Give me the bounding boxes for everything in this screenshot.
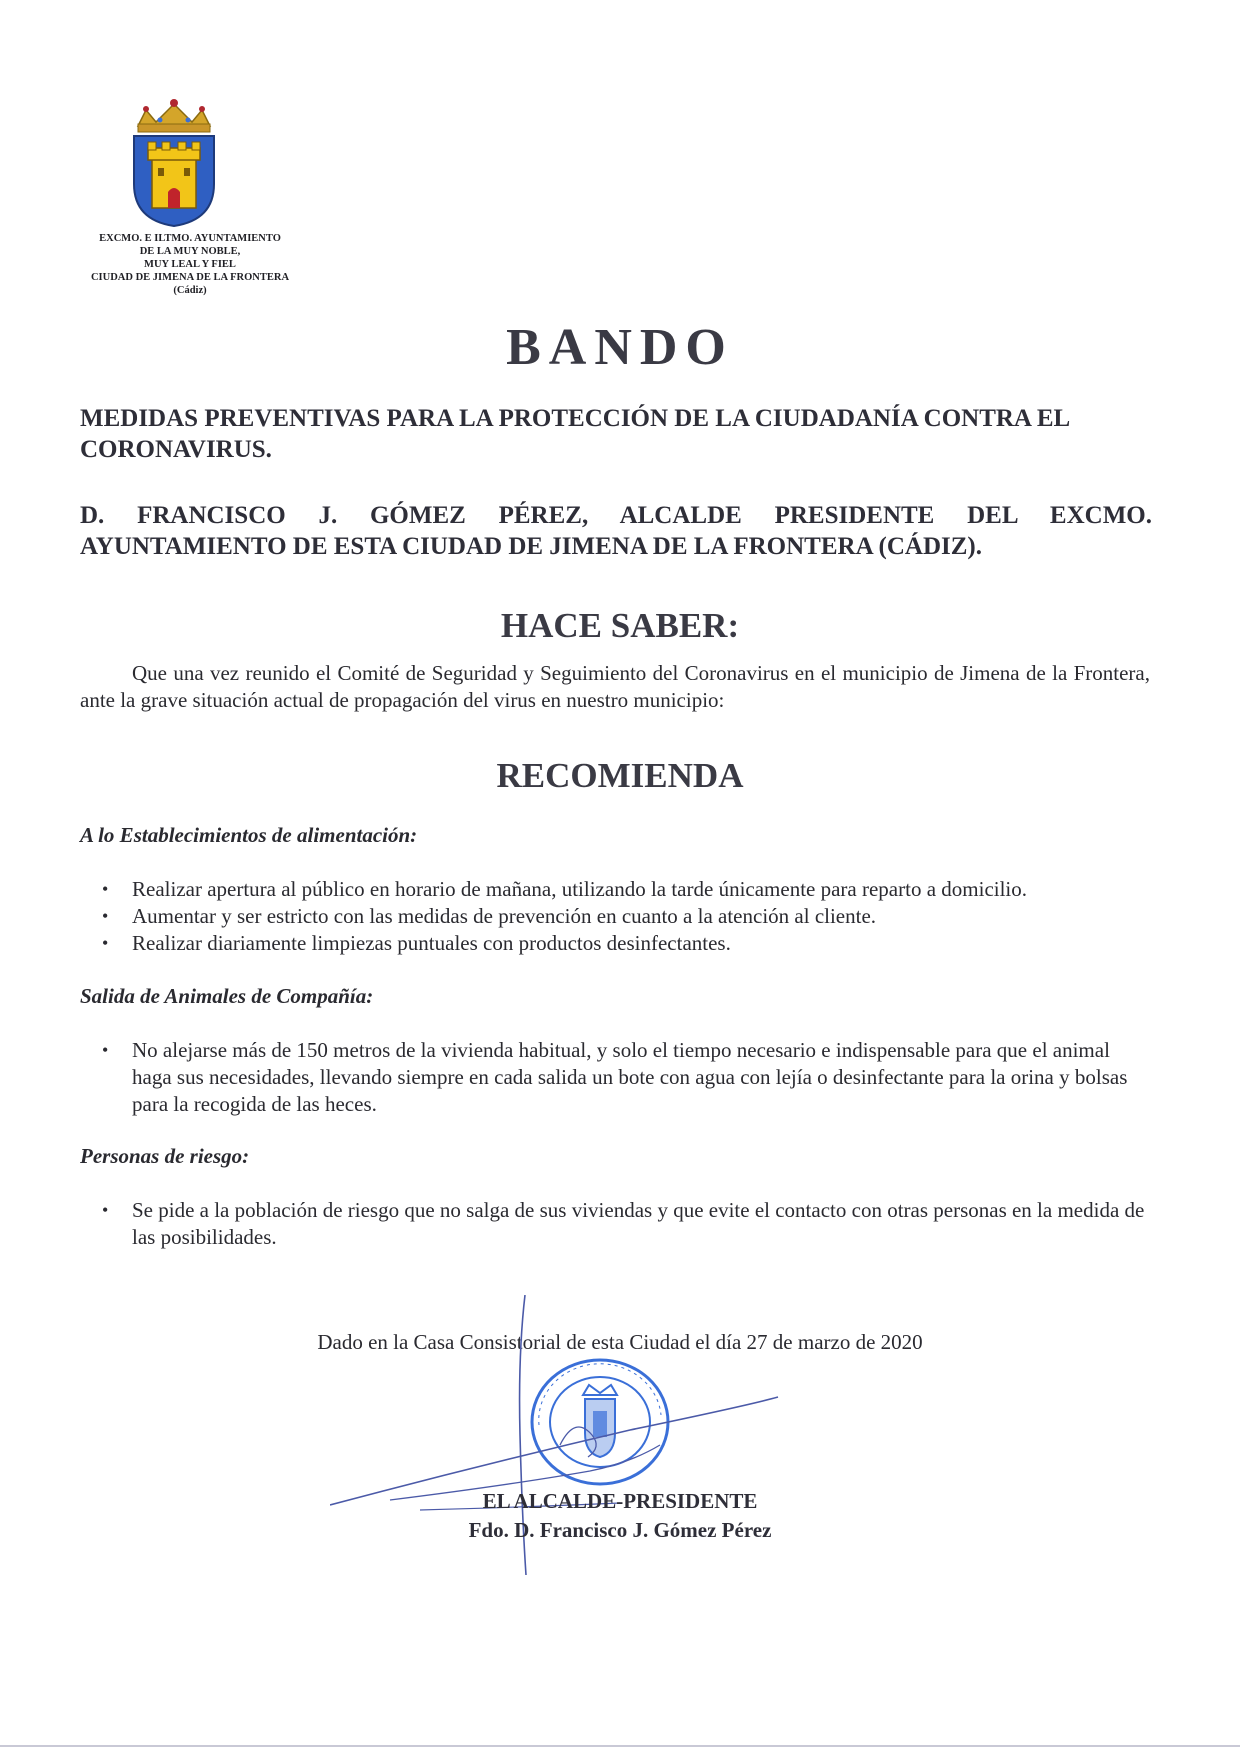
list-item-text: Realizar diariamente limpiezas puntuales con productos desinfectantes. <box>132 931 731 955</box>
list-item-text: Se pide a la población de riesgo que no salga de sus viviendas y que evite el contacto con otras personas en la medida de las posibilidades. <box>132 1198 1145 1249</box>
date-place-line: Dado en la Casa Consistorial de esta Ciudad el día 27 de marzo de 2020 <box>317 1330 923 1354</box>
recomienda-heading: RECOMIENDA <box>496 756 744 795</box>
section-title-food-shops: A lo Establecimientos de alimentación: <box>80 823 418 847</box>
risk-people-list <box>102 1197 1152 1251</box>
issuer-statement <box>80 500 1152 562</box>
council-line-3: MUY LEAL Y FIEL <box>144 259 236 270</box>
list-item <box>102 930 1152 957</box>
bullet-icon: • <box>102 906 109 926</box>
food-shops-list <box>102 876 1152 957</box>
council-line-2: DE LA MUY NOBLE, <box>139 246 241 257</box>
council-line-4: CIUDAD DE JIMENA DE LA FRONTERA <box>90 272 290 283</box>
council-line-1: EXCMO. E ILTMO. AYUNTAMIENTO <box>99 233 281 244</box>
page-edge-line <box>0 1745 1240 1747</box>
bullet-icon: • <box>102 879 109 899</box>
municipal-coat-of-arms-icon <box>128 96 220 228</box>
signer-role: EL ALCALDE-PRESIDENTE <box>482 1489 758 1513</box>
bullet-icon: • <box>102 1040 109 1060</box>
list-item <box>102 876 1152 903</box>
bullet-icon: • <box>102 1200 109 1220</box>
section-title-risk-people: Personas de riesgo: <box>80 1144 250 1168</box>
list-item <box>102 1197 1152 1251</box>
pets-list <box>102 1037 1152 1118</box>
list-item-text: Aumentar y ser estricto con las medidas de prevención en cuanto a la atención al cliente. <box>132 904 877 928</box>
hace-saber-heading: HACE SABER: <box>500 606 740 645</box>
issuer-line-1: D. FRANCISCO J. GÓMEZ PÉREZ, ALCALDE PRESIDENTE DEL EXCMO. <box>80 502 1152 529</box>
list-item <box>102 903 1152 930</box>
intro-paragraph: Que una vez reunido el Comité de Seguridad y Seguimiento del Coronavirus en el municipio de Jimena de la Frontera, ante la grave situación actual de propagación del virus en nuestro municipio: <box>80 661 1150 712</box>
document-subject: MEDIDAS PREVENTIVAS PARA LA PROTECCIÓN DE LA CIUDADANÍA CONTRA EL CORONAVIRUS. <box>80 405 1069 463</box>
document-title: BANDO <box>506 319 734 376</box>
council-name <box>70 232 310 297</box>
council-line-5: (Cádiz) <box>173 285 207 296</box>
issuer-line-2: AYUNTAMIENTO DE ESTA CIUDAD DE JIMENA DE LA FRONTERA (CÁDIZ). <box>80 533 982 560</box>
list-item <box>102 1037 1152 1118</box>
signature-block <box>0 1487 1240 1545</box>
bullet-icon: • <box>102 933 109 953</box>
list-item-text: No alejarse más de 150 metros de la vivienda habitual, y solo el tiempo necesario e indispensable para que el animal haga sus necesidades, llevando siempre en cada salida un bote con agua con lejía o desinfectante para la orina y bolsas para la recogida de las heces. <box>132 1038 1128 1116</box>
section-title-pets: Salida de Animales de Compañía: <box>80 984 374 1008</box>
signer-name: Fdo. D. Francisco J. Gómez Pérez <box>468 1518 772 1542</box>
list-item-text: Realizar apertura al público en horario de mañana, utilizando la tarde únicamente para reparto a domicilio. <box>132 877 1028 901</box>
